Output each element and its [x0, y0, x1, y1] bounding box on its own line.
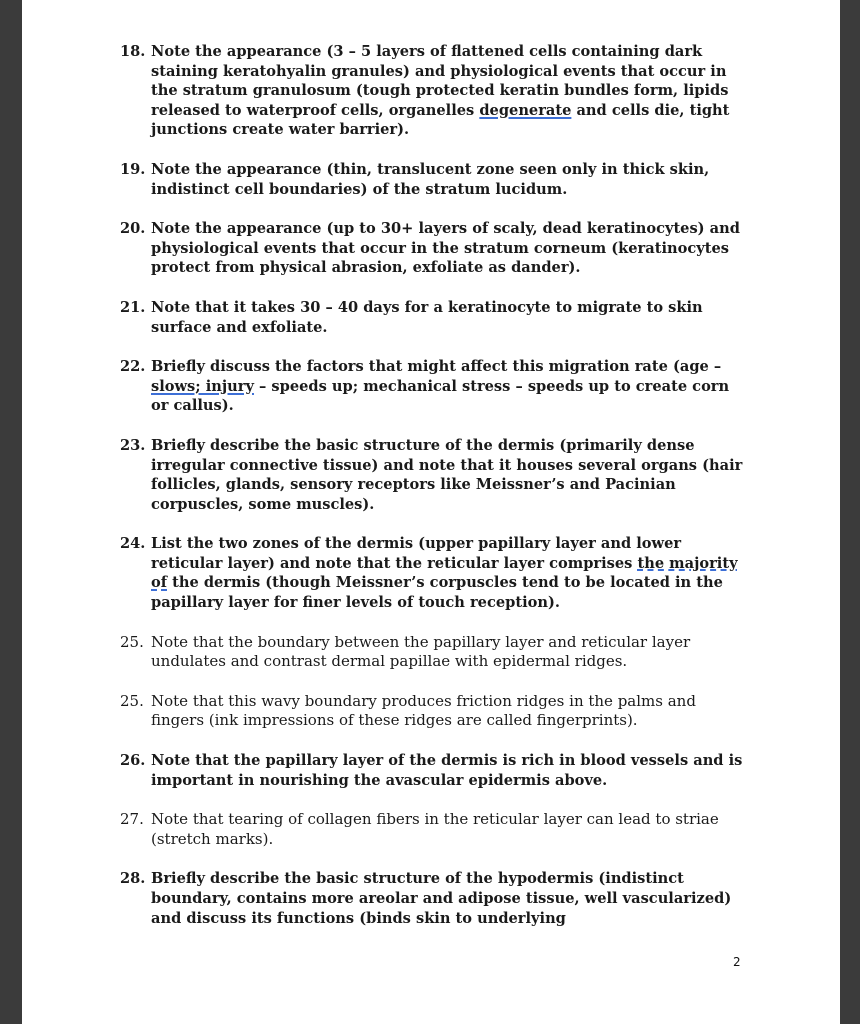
- item-number: 26.: [120, 752, 146, 770]
- item-text: Note that it takes 30 – 40 days for a keratinocyte to migrate to skin surface and exfoliate.: [151, 298, 703, 336]
- item-text: Note that this wavy boundary produces friction ridges in the palms and fingers (ink impressions of these ridges are called fingerprints).: [151, 691, 696, 730]
- list-item-20: [120, 219, 750, 278]
- item-text: Briefly describe the basic structure of the hypodermis (indistinct boundary, contains more areolar and adipose tissue, well vascularized) and discuss its functions (binds skin to underlying: [151, 870, 732, 927]
- list-item-26: [120, 751, 750, 790]
- item-text: Note that the papillary layer of the dermis is rich in blood vessels and is important in nourishing the avascular epidermis above.: [151, 752, 743, 789]
- item-number: 22.: [120, 358, 146, 376]
- item-text: Briefly describe the basic structure of the dermis (primarily dense irregular connective tissue) and note that it houses several organs (hair follicles, glands, sensory receptors like Meissner’s and Pacinian corpuscles, some muscles).: [151, 436, 743, 513]
- list-item-25b: [120, 692, 750, 731]
- list-item-18: [120, 42, 750, 140]
- page-number: 2: [733, 955, 741, 969]
- numbered-list: [120, 42, 750, 948]
- list-item-27: [120, 810, 750, 849]
- item-number: 18.: [120, 43, 146, 60]
- item-number: 23.: [120, 436, 146, 454]
- list-item-22: [120, 357, 750, 416]
- item-text: Note the appearance (thin, translucent zone seen only in thick skin, indistinct cell boundaries) of the stratum lucidum.: [151, 160, 710, 198]
- item-number: 28.: [120, 870, 146, 888]
- item-number: 21.: [120, 298, 146, 316]
- list-item-25a: [120, 633, 750, 672]
- list-item-21: [120, 298, 750, 337]
- item-number: 24.: [120, 535, 146, 553]
- item-text: Note that the boundary between the papillary layer and reticular layer undulates and contrast dermal papillae with epidermal ridges.: [151, 632, 691, 671]
- list-item-24: [120, 534, 750, 612]
- item-number: 19.: [120, 160, 146, 178]
- item-text: Note the appearance (up to 30+ layers of scaly, dead keratinocytes) and physiological events that occur in the stratum corneum (keratinocytes protect from physical abrasion, exfoliate as dander).: [151, 220, 740, 277]
- list-item-23: [120, 436, 750, 514]
- item-text: List the two zones of the dermis (upper papillary layer and lower reticular layer) and note that the reticular layer comprises the majority of the dermis (though Meissner’s corpuscles tend to be located in the papillary layer for finer levels of touch reception).: [151, 535, 738, 612]
- spellcheck-underline: degenerate: [479, 101, 572, 119]
- item-number: 25.: [120, 632, 144, 651]
- document-page: [22, 0, 840, 1024]
- item-number: 27.: [120, 810, 144, 829]
- item-number: 20.: [120, 220, 146, 238]
- spellcheck-underline: slows; injury: [151, 377, 254, 395]
- item-text: Note the appearance (3 – 5 layers of flattened cells containing dark staining keratohyalin granules) and physiological events that occur in the stratum granulosum (tough protected keratin bundles form, lipids released to waterproof cells, organelles degenerate and cells die, tight junctions create water barrier).: [151, 43, 730, 139]
- item-text: Note that tearing of collagen fibers in the reticular layer can lead to striae (stretch marks).: [151, 810, 719, 848]
- item-text: Briefly discuss the factors that might affect this migration rate (age – slows; injury – speeds up; mechanical stress – speeds up to create corn or callus).: [151, 358, 730, 415]
- list-item-28: [120, 869, 750, 928]
- list-item-19: [120, 160, 750, 199]
- item-number: 25.: [120, 691, 144, 710]
- grammar-underline: the majority of: [151, 554, 738, 592]
